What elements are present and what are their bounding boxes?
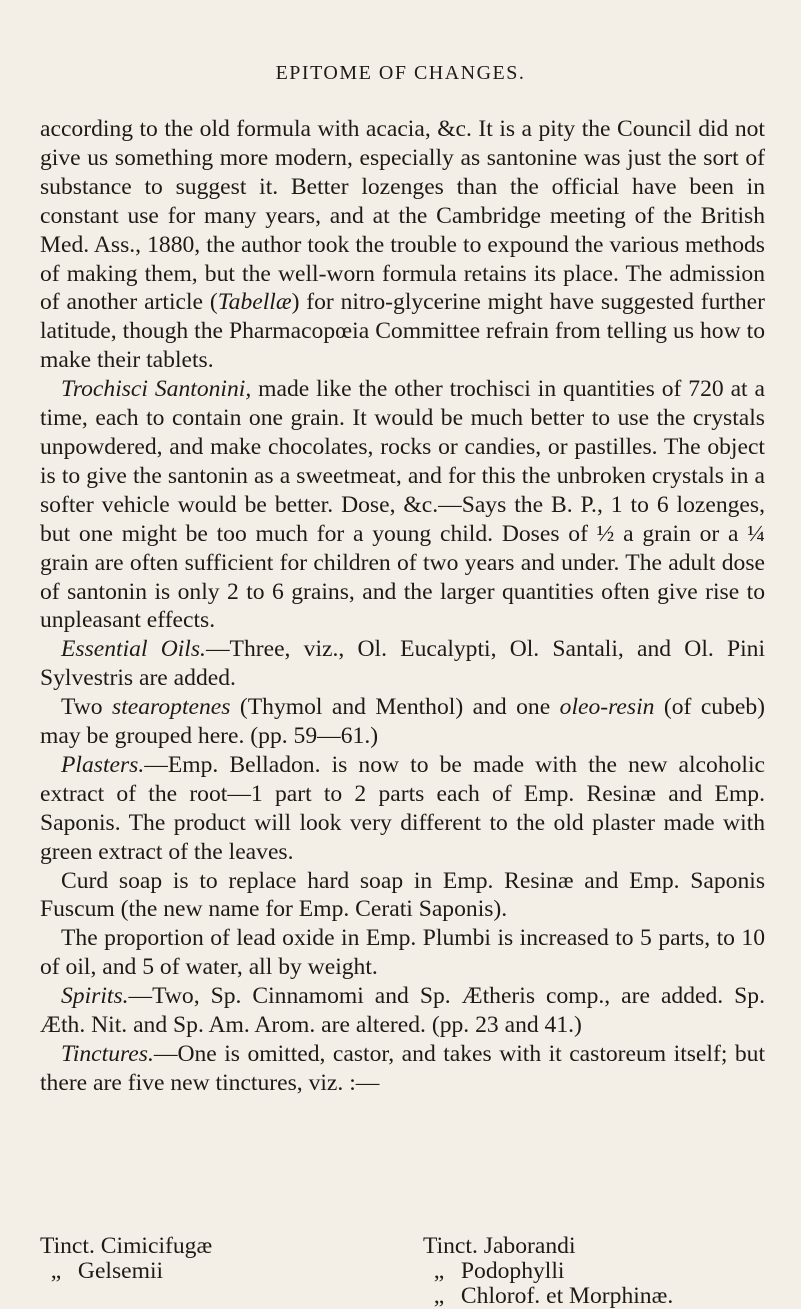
paragraph-text: —Emp. Belladon. is now to be made with the new alcoholic extract of the root—1 part to 2 parts each of Emp. Resinæ and Emp. Saponis. The product will look very different to the old plaster made with green extract of the leaves. [40, 751, 765, 865]
section-heading: Trochisci Santonini, [61, 376, 252, 403]
list-item [423, 1284, 673, 1309]
paragraph-trochisci [40, 375, 765, 635]
item-prefix: Tinct. [423, 1233, 478, 1259]
item-name: Chlorof. et Morphinæ. [460, 1283, 674, 1309]
section-heading: Plasters. [61, 751, 145, 778]
running-head: EPITOME OF CHANGES. [275, 62, 526, 84]
paragraph-text: Curd soap is to replace hard soap in Emp. Resinæ and Emp. Saponis Fuscum (the new name for Emp. Cerati Saponis). [40, 867, 765, 923]
paragraph-text: according to the old formula with acacia, &c. It is a pity the Council did not give us something more modern, especially as santonine was just the sort of substance to suggest it. Better lozenges than the official have been in constant use for many years, and at the Cambridge meeting of the British Med. Ass., 1880, the author took the trouble to expound the various methods of making them, but the well-worn formula retains its place. The admission of another article ( [40, 116, 765, 316]
paragraph-stearoptenes [40, 693, 765, 751]
paragraph-curd-soap [40, 867, 765, 925]
ditto-mark: „ [433, 1283, 445, 1309]
paragraph-tinctures [40, 1040, 765, 1098]
paragraph-lead-oxide [40, 924, 765, 982]
paragraph-text: —One is omitted, castor, and takes with it castoreum itself; but there are five new tinctures, viz. :— [40, 1041, 765, 1096]
body-text [40, 115, 765, 1098]
item-prefix: Tinct. [40, 1233, 95, 1259]
item-name: Cimicifugæ [100, 1233, 213, 1259]
paragraph-essential-oils [40, 635, 765, 693]
tinctures-column-left [40, 1234, 212, 1284]
item-name: Jaborandi [483, 1233, 576, 1259]
italic-term: Tabellæ [217, 289, 292, 316]
section-heading: Essential Oils. [61, 636, 206, 663]
tinctures-column-right [423, 1234, 673, 1309]
paragraph-text: Two [61, 694, 113, 721]
ditto-mark: „ [433, 1258, 445, 1284]
list-item [40, 1259, 212, 1284]
paragraph-text: The proportion of lead oxide in Emp. Plumbi is increased to 5 parts, to 10 of oil, and 5 of water, all by weight. [40, 925, 765, 981]
item-name: Gelsemii [77, 1258, 164, 1284]
paragraph-text: —Three, viz., Ol. Eucalypti, Ol. Santali, and Ol. Pini Sylvestris are added. [40, 636, 766, 692]
ditto-mark: „ [50, 1258, 62, 1284]
section-heading: Tinctures. [61, 1041, 154, 1067]
item-name: Podophylli [460, 1258, 565, 1284]
paragraph-text: (Thymol and Menthol) and one [230, 694, 560, 721]
paragraph-spirits [40, 982, 765, 1040]
list-item [423, 1259, 673, 1284]
paragraph-tabellae [40, 115, 765, 375]
paragraph-text: made like the other trochisci in quantities of 720 at a time, each to contain one grain. It would be much better to use the crystals unpowdered, and make chocolates, rocks or candies, or pastilles. The object is to give the santonin as a sweetmeat, and for this the unbroken crystals in a softer vehicle would be better. Dose, &c.—Says the B. P., 1 to 6 lozenges, but one might be too much for a young child. Doses of ½ a grain or a ¼ grain are often sufficient for children of two years and under. The adult dose of santonin is only 2 to 6 grains, and the larger quantities often give rise to unpleasant effects. [40, 376, 766, 634]
paragraph-text: (of cubeb) may be grouped here. (pp. 59—61.) [40, 694, 766, 750]
paragraph-text: —Two, Sp. Cinnamomi and Sp. Ætheris comp., are added. Sp. Æth. Nit. and Sp. Am. Arom. are altered. (pp. 23 and 41.) [40, 983, 765, 1039]
paragraph-plasters [40, 751, 765, 867]
list-item [40, 1234, 212, 1259]
list-item [423, 1234, 673, 1259]
italic-term: stearoptenes [112, 694, 231, 721]
italic-term: oleo-resin [559, 694, 655, 721]
paragraph-text: ) for nitro-glycerine might have suggested further latitude, though the Pharmacopœia Committee refrain from telling us how to make their tablets. [40, 289, 765, 374]
section-heading: Spirits. [61, 983, 129, 1010]
